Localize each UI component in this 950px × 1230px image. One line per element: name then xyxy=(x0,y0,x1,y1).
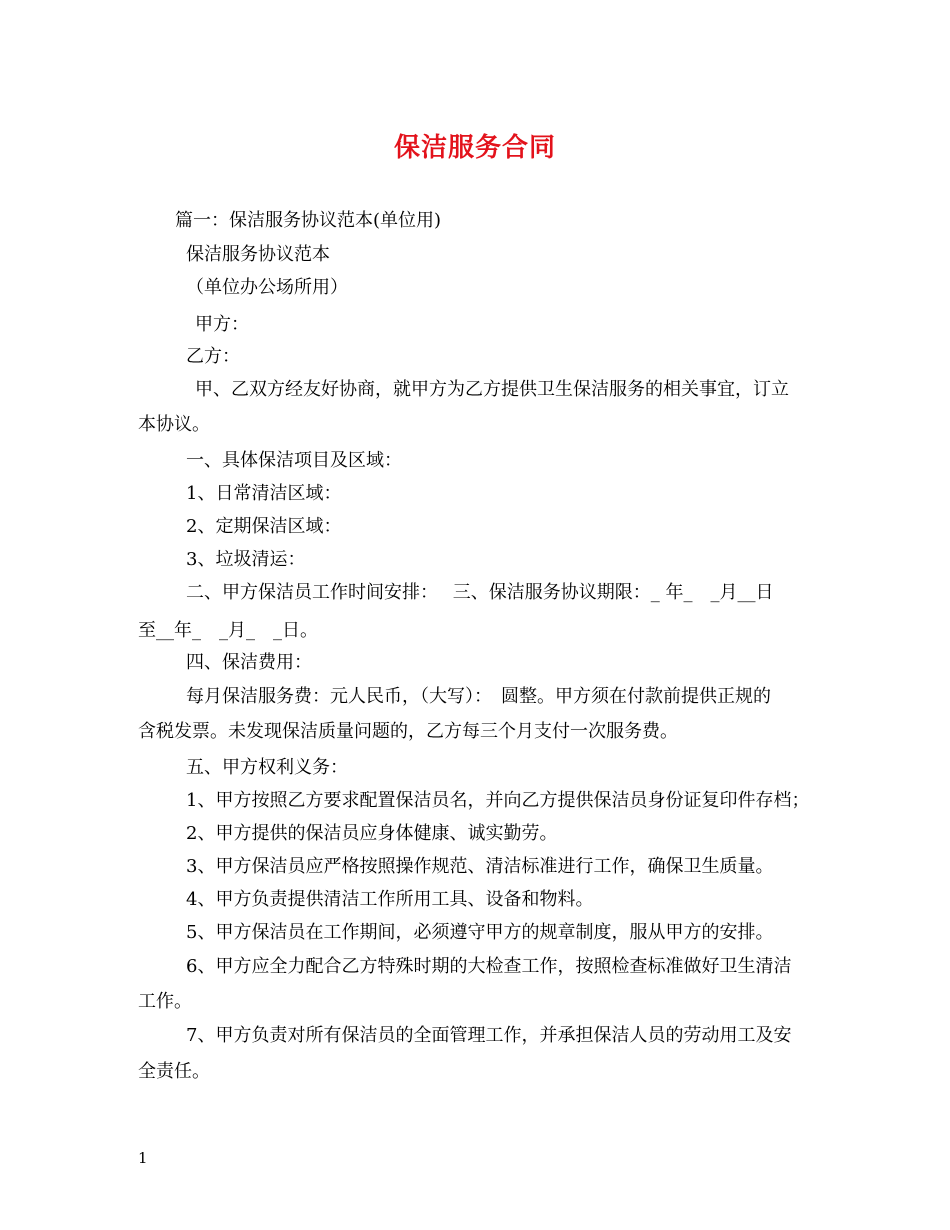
clause-2-3-line-2: 至__年_ _月_ _日。 xyxy=(138,620,318,641)
clause-5-item-2: 2、甲方提供的保洁员应身体健康、诚实勤劳。 xyxy=(186,823,558,844)
clause-5-item-6-line-2: 工作。 xyxy=(138,991,192,1012)
clause-5-item-5: 5、甲方保洁员在工作期间，必须遵守甲方的规章制度，服从甲方的安排。 xyxy=(186,922,774,943)
preamble-line-1: 甲、乙双方经友好协商，就甲方为乙方提供卫生保洁服务的相关事宜，订立 xyxy=(195,379,789,400)
clause-4-line-2: 含税发票。未发现保洁质量问题的，乙方每三个月支付一次服务费。 xyxy=(138,721,678,742)
agreement-name: 保洁服务协议范本 xyxy=(186,244,330,265)
clause-1-item-3: 3、垃圾清运： xyxy=(186,549,306,570)
party-a-label: 甲方： xyxy=(195,314,249,335)
clause-5-item-6-line-1: 6、甲方应全力配合乙方特殊时期的大检查工作，按照检查标准做好卫生清洁 xyxy=(186,956,792,977)
clause-5-item-3: 3、甲方保洁员应严格按照操作规范、清洁标准进行工作，确保卫生质量。 xyxy=(186,856,774,877)
clause-2-3-line-1: 二、甲方保洁员工作时间安排： 三、保洁服务协议期限：_ 年_ _月__日 xyxy=(186,582,774,603)
clause-1-item-2: 2、定期保洁区域： xyxy=(186,516,342,537)
clause-5-item-7-line-1: 7、甲方负责对所有保洁员的全面管理工作，并承担保洁人员的劳动用工及安 xyxy=(186,1025,792,1046)
clause-5-item-7-line-2: 全责任。 xyxy=(138,1061,210,1082)
clause-5-item-4: 4、甲方负责提供清洁工作所用工具、设备和物料。 xyxy=(186,889,594,910)
document-title: 保洁服务合同 xyxy=(393,133,556,163)
clause-1-heading: 一、具体保洁项目及区域： xyxy=(186,450,402,471)
section-heading-article-1: 篇一：保洁服务协议范本(单位用) xyxy=(175,210,442,231)
clause-4-heading: 四、保洁费用： xyxy=(186,652,312,673)
clause-5-heading: 五、甲方权利义务： xyxy=(186,757,348,778)
party-b-label: 乙方： xyxy=(186,346,240,367)
clause-4-line-1: 每月保洁服务费：元人民币，（大写）： 圆整。甲方须在付款前提供正规的 xyxy=(186,686,771,707)
clause-5-item-1: 1、甲方按照乙方要求配置保洁员名，并向乙方提供保洁员身份证复印件存档； xyxy=(186,790,810,811)
page-number: 1 xyxy=(138,1149,148,1167)
clause-1-item-1: 1、日常清洁区域： xyxy=(186,483,342,504)
agreement-scope: （单位办公场所用） xyxy=(186,277,348,298)
preamble-line-2: 本协议。 xyxy=(138,414,210,435)
